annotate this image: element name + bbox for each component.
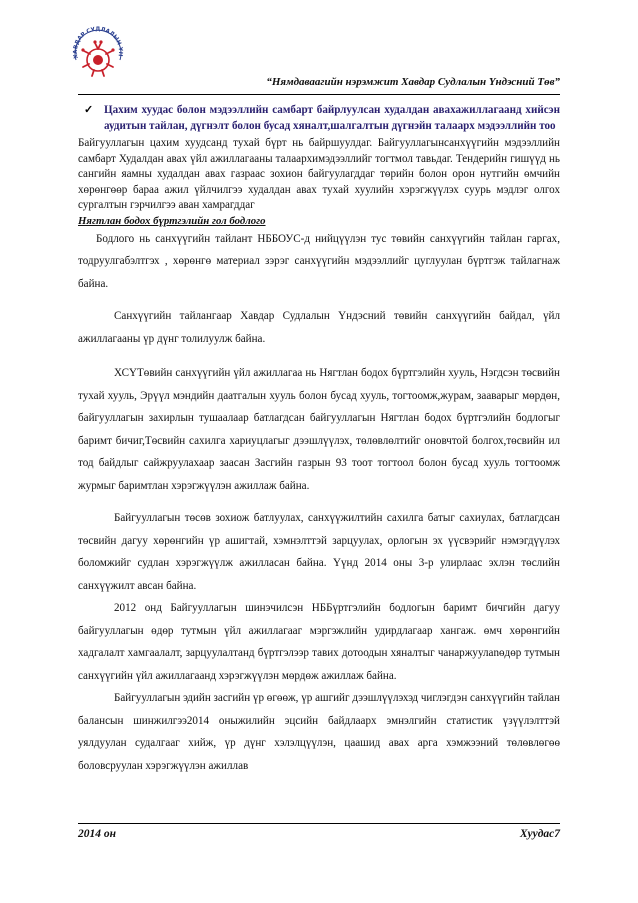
page-number: Хуудас7	[519, 828, 560, 840]
body-paragraph: ХСҮТөвийн санхүүгийн үйл ажиллагаа нь Нягтлан бодох бүртгэлийн хууль, Нэгдсэн төсвийн тухай хууль, Эрүүл мэндийн даатгалын хууль болон бусад хууль, тогтоомж,журам, зааварыг мөрдөн, байгууллагын захирлын тушаалаар батлагдсан байгууллагын Нягтлан бодох бүртгэлийн бодлогыг баримт бичиг,Төсвийн сахилга хариуцлагыг дээшлүүлэх, төлөвлөлтийг оновчтой болгох,төсвийн ил тод байдлыг сайжруулахаар заасан Засгийн газрын 93 тоот тогтоол болон бусад хууль тогтоомж журмыг баримтлан хэрэгжүүлэн ажиллаж байна.	[78, 367, 560, 492]
footer-year: 2014 он	[78, 828, 117, 840]
body-paragraph: Бодлого нь санхүүгийн тайлант НББОУС-д нийцүүлэн тус төвийн санхүүгийн тайлан гаргах, тодруулгабэлтгэх , хөрөнгө материал зэрэг санхүүгийн мэдээллийг цуглуулан бүртгэж тайлагнаж байна.	[78, 232, 560, 290]
bullet-heading-text: Цахим хуудас болон мэдээллийн самбарт байрлуулсан худалдан авахажиллагаанд хийсэн аудитын тайлан, дүгнэлт болон бусад хяналт,шалгалтын дүгнэйн талаарх мэдээллийн тоо	[104, 104, 560, 132]
checkmark-icon: ✓	[84, 104, 94, 116]
section-subheading: Нягтлан бодох бүртгэлийн гол бодлого	[78, 214, 266, 227]
page-content	[78, 102, 560, 777]
body-paragraph: Санхүүгийн тайлангаар Хавдар Судлалын Үндэсний төвийн санхүүгийн байдал, үйл ажиллагааны үр дүнг толилуулж байна.	[78, 310, 560, 345]
body-paragraph: Байгууллагын эдийн засгийн үр өгөөж, үр ашгийг дээшлүүлэхэд чиглэгдэн санхүүгийн тайлан балансын шинжилгээ2014 оныжилийн эцсийн байдлаарх эмнэлгийн статистик үзүүлэлттэй уялдуулан судалгааг хийж, үр дүнг хэлэлцүүлэн, цаашид авах арга хэмжээний төлөвлөгөө боловсруулан хэрэгжүүлэн ажиллав	[78, 692, 560, 772]
document-header	[78, 76, 560, 95]
logo-text: ХАВДАР СУДЛАЛЫН ҮН	[72, 26, 124, 59]
intro-paragraph: Байгууллагын цахим хуудсанд тухай бүрт нь байршуулдаг. Байгууллагынсанхүүгийн мэдээллийн самбарт Худалдан авах үйл ажиллагааны талаархимэдээллийг тогтмол тавьдаг. Тендерийн гишүүд нь сангийн яамны худалдан авах газраас зохион байгуулагддаг төрийн болон орон нутгийн өмчийн хөрөнгөөр бараа ажил үйлчилгээ худалдан авах тухай хуулийн хэрэгжүүлэх суурь мэдлэг олгох сургалтын гэрчилгээ аван хамрагддаг	[78, 137, 560, 211]
body-paragraph: Байгууллагын төсөв зохиож батлуулах, санхүүжилтийн сахилга батыг сахиулах, батлагдсан төсвийн дагуу хөрөнгийн үр ашигтай, хэмнэлттэй зарцуулах, орлогын эх үүсвэрийг нэмэгдүүлэх боломжийг судлан хэрэгжүүлж ажилласан байна. Үүнд 2014 оны 3-р улирлаас эхлэн төслийн санхүүжилт авсан байна.	[78, 512, 560, 592]
body-paragraph: 2012 онд Байгууллагын шинэчилсэн НББүртгэлийн бодлогын баримт бичгийн дагуу байгууллагын өдөр тутмын үйл ажиллагааг мэргэжлийн удирдлагаар хангаж. өмч хөрөнгийн хадгалалт хамгаалалт, зарцуулалтанд бүртгэлээр тавих дотоодын хяналтыг чанаржуулаnөдөр тутмын санхүүгийн үйл ажиллагаанд хэрэгжүүлэн мөрдөж ажиллаж байна.	[78, 602, 560, 682]
section-bullet-heading	[78, 102, 560, 134]
header-title: “Нямдаваагийн нэрэмжит Хавдар Судлалын Үндэсний Төв”	[266, 76, 560, 88]
document-footer	[78, 823, 560, 840]
